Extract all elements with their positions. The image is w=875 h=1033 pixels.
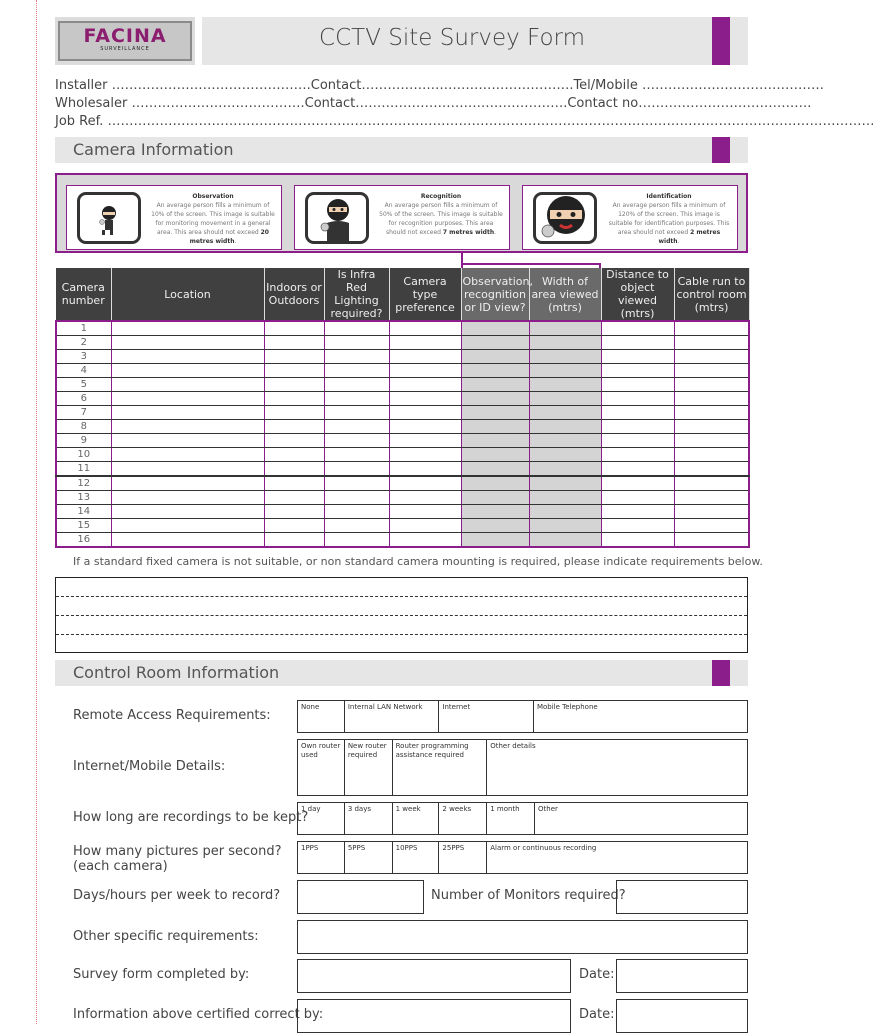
- certified-date-input[interactable]: [616, 999, 748, 1033]
- table-cell[interactable]: [264, 321, 324, 336]
- table-cell[interactable]: [324, 321, 389, 336]
- section-accent: [712, 137, 730, 163]
- table-cell[interactable]: [674, 533, 749, 548]
- recordings-label: How long are recordings to be kept?: [73, 810, 309, 825]
- monitors-label: Number of Monitors required?: [431, 888, 626, 903]
- option-lan[interactable]: Internal LAN Network: [345, 701, 440, 732]
- observation-card: [66, 185, 282, 250]
- col-cable-run: Cable run to control room (mtrs): [674, 268, 749, 321]
- table-cell[interactable]: [461, 519, 529, 533]
- table-cell[interactable]: [529, 462, 601, 477]
- table-cell[interactable]: [674, 476, 749, 491]
- table-cell[interactable]: [601, 476, 674, 491]
- table-cell[interactable]: [461, 350, 529, 364]
- option-mobile[interactable]: Mobile Telephone: [536, 703, 598, 711]
- col-indoors-outdoors: Indoors or Outdoors: [264, 268, 324, 321]
- camera-number-cell: 9: [56, 434, 111, 448]
- table-cell[interactable]: [674, 448, 749, 462]
- col-view-type: Observation, recognition or ID view?: [461, 268, 529, 321]
- table-row: [56, 336, 749, 350]
- col-camera-number: Camera number: [56, 268, 111, 321]
- completed-by-label: Survey form completed by:: [73, 967, 250, 982]
- table-cell[interactable]: [389, 420, 461, 434]
- table-cell[interactable]: [264, 378, 324, 392]
- control-section-title: Control Room Information: [73, 663, 280, 682]
- table-cell[interactable]: [529, 336, 601, 350]
- table-cell[interactable]: [674, 491, 749, 505]
- table-row: [56, 505, 749, 519]
- installer-contact-line[interactable]: Installer ……………………………………….Contact………………………………………….Tel/Mobile ……………………………………: [55, 78, 824, 93]
- table-row: [56, 364, 749, 378]
- option-25pps[interactable]: 25PPS: [439, 842, 487, 873]
- table-cell[interactable]: [601, 448, 674, 462]
- table-cell[interactable]: [389, 491, 461, 505]
- table-cell[interactable]: [674, 519, 749, 533]
- table-cell[interactable]: [389, 434, 461, 448]
- option-own-router[interactable]: Own router used: [298, 740, 345, 795]
- table-cell[interactable]: [389, 336, 461, 350]
- table-cell[interactable]: [264, 434, 324, 448]
- table-cell[interactable]: [529, 350, 601, 364]
- option-10pps[interactable]: 10PPS: [393, 842, 440, 873]
- table-cell[interactable]: [111, 350, 264, 364]
- table-row: [56, 462, 749, 477]
- table-cell[interactable]: [111, 505, 264, 519]
- table-cell[interactable]: [264, 533, 324, 548]
- table-cell[interactable]: [111, 321, 264, 336]
- days-hours-label: Days/hours per week to record?: [73, 888, 281, 903]
- table-cell[interactable]: [111, 420, 264, 434]
- table-cell[interactable]: [111, 491, 264, 505]
- table-cell[interactable]: [674, 378, 749, 392]
- table-row: [56, 533, 749, 548]
- table-cell[interactable]: [264, 336, 324, 350]
- note-line: [56, 634, 747, 635]
- camera-section-header: [55, 137, 748, 163]
- camera-number-cell: 15: [56, 519, 111, 533]
- table-cell[interactable]: [264, 491, 324, 505]
- table-cell[interactable]: [389, 476, 461, 491]
- table-cell[interactable]: [461, 336, 529, 350]
- table-cell[interactable]: [389, 505, 461, 519]
- completed-date-input[interactable]: [616, 959, 748, 993]
- table-cell[interactable]: [674, 420, 749, 434]
- burglar-icon: [77, 192, 141, 244]
- view-types-panel: [55, 173, 748, 253]
- table-cell[interactable]: [601, 392, 674, 406]
- certified-by-input[interactable]: [297, 999, 571, 1033]
- option-other-details[interactable]: Other details: [490, 742, 536, 750]
- col-distance: Distance to object viewed (mtrs): [601, 268, 674, 321]
- option-none[interactable]: None: [298, 701, 345, 732]
- mounting-note: If a standard fixed camera is not suitable, or non standard camera mounting is required, please indicate requirements below.: [73, 555, 763, 568]
- camera-number-cell: 11: [56, 462, 111, 477]
- table-cell[interactable]: [264, 448, 324, 462]
- camera-number-cell: 10: [56, 448, 111, 462]
- table-cell[interactable]: [111, 406, 264, 420]
- table-cell[interactable]: [529, 519, 601, 533]
- table-cell[interactable]: [461, 364, 529, 378]
- recognition-text: Recognition An average person fills a minimum of 50% of the screen. This image is suitable for recognition purposes. This area should not exceed 7 metres width.: [379, 193, 503, 236]
- col-camera-type: Camera type preference: [389, 268, 461, 321]
- recognition-card: [294, 185, 510, 250]
- table-cell[interactable]: [111, 364, 264, 378]
- internet-mobile-options: [297, 739, 748, 796]
- table-cell[interactable]: [111, 448, 264, 462]
- table-cell[interactable]: [461, 434, 529, 448]
- table-cell[interactable]: [389, 350, 461, 364]
- date-label: Date:: [579, 1007, 615, 1022]
- table-cell[interactable]: [324, 519, 389, 533]
- camera-number-cell: 13: [56, 491, 111, 505]
- table-cell[interactable]: [264, 505, 324, 519]
- table-cell[interactable]: [111, 533, 264, 548]
- camera-table: [55, 268, 750, 548]
- pictures-label: How many pictures per second? (each camera): [73, 844, 282, 874]
- table-cell[interactable]: [461, 392, 529, 406]
- table-cell[interactable]: [461, 533, 529, 548]
- camera-number-cell: 16: [56, 533, 111, 548]
- table-cell[interactable]: [461, 491, 529, 505]
- wholesaler-contact-line[interactable]: Wholesaler ………………………………….Contact………………………………………….Contact no………………………………….: [55, 96, 812, 111]
- table-row: [56, 321, 749, 336]
- other-requirements-input[interactable]: [297, 920, 748, 954]
- table-cell[interactable]: [264, 364, 324, 378]
- table-cell[interactable]: [461, 378, 529, 392]
- pictures-options: [297, 841, 748, 874]
- camera-number-cell: 7: [56, 406, 111, 420]
- table-cell[interactable]: [324, 491, 389, 505]
- table-cell[interactable]: [529, 420, 601, 434]
- table-cell[interactable]: [461, 476, 529, 491]
- logo-subtext: SURVEILLANCE: [100, 46, 150, 52]
- table-cell[interactable]: [601, 364, 674, 378]
- camera-number-cell: 4: [56, 364, 111, 378]
- table-cell[interactable]: [674, 364, 749, 378]
- option-1-week[interactable]: 1 week: [393, 803, 440, 834]
- table-cell[interactable]: [529, 533, 601, 548]
- table-cell[interactable]: [324, 336, 389, 350]
- table-row: [56, 406, 749, 420]
- mounting-requirements-box[interactable]: [55, 577, 748, 653]
- table-cell[interactable]: [674, 462, 749, 477]
- table-cell[interactable]: [324, 434, 389, 448]
- internet-mobile-label: Internet/Mobile Details:: [73, 759, 226, 774]
- table-cell[interactable]: [674, 392, 749, 406]
- col-width-area: Width of area viewed (mtrs): [529, 268, 601, 321]
- table-cell[interactable]: [601, 350, 674, 364]
- title-accent: [712, 17, 730, 65]
- option-internet[interactable]: Internet: [439, 701, 534, 732]
- table-cell[interactable]: [674, 321, 749, 336]
- note-line: [56, 596, 747, 597]
- job-ref-line[interactable]: Job Ref. ……………………………………………………………………………………………………………………………………………………………: [55, 114, 875, 129]
- table-cell[interactable]: [111, 462, 264, 477]
- logo-text: FACINA: [83, 25, 167, 47]
- burglar-icon: [533, 192, 597, 244]
- table-cell[interactable]: [674, 336, 749, 350]
- table-cell[interactable]: [601, 491, 674, 505]
- table-cell[interactable]: [389, 448, 461, 462]
- connector-line: [461, 253, 463, 269]
- table-row: [56, 392, 749, 406]
- table-cell[interactable]: [264, 420, 324, 434]
- days-hours-input[interactable]: [297, 880, 424, 914]
- table-cell[interactable]: [324, 462, 389, 477]
- identification-card: [522, 185, 738, 250]
- table-cell[interactable]: [324, 420, 389, 434]
- option-1pps[interactable]: 1PPS: [298, 842, 345, 873]
- table-row: [56, 420, 749, 434]
- margin-line: [36, 0, 37, 1024]
- table-cell[interactable]: [601, 378, 674, 392]
- table-cell[interactable]: [601, 406, 674, 420]
- table-cell[interactable]: [264, 476, 324, 491]
- table-cell[interactable]: [529, 406, 601, 420]
- table-cell[interactable]: [529, 378, 601, 392]
- option-1-month[interactable]: 1 month: [487, 803, 535, 834]
- table-cell[interactable]: [324, 378, 389, 392]
- table-row: [56, 476, 749, 491]
- camera-number-cell: 12: [56, 476, 111, 491]
- table-cell[interactable]: [601, 533, 674, 548]
- table-cell[interactable]: [529, 434, 601, 448]
- camera-number-cell: 3: [56, 350, 111, 364]
- table-cell[interactable]: [324, 350, 389, 364]
- table-row: [56, 434, 749, 448]
- option-3-days[interactable]: 3 days: [345, 803, 393, 834]
- table-cell[interactable]: [324, 533, 389, 548]
- table-cell[interactable]: [601, 519, 674, 533]
- camera-number-cell: 8: [56, 420, 111, 434]
- col-infra-red: Is Infra Red Lighting required?: [324, 268, 389, 321]
- table-cell[interactable]: [674, 406, 749, 420]
- table-cell[interactable]: [264, 406, 324, 420]
- table-cell[interactable]: [601, 505, 674, 519]
- camera-number-cell: 5: [56, 378, 111, 392]
- certified-by-label: Information above certified correct by:: [73, 1007, 324, 1022]
- completed-by-input[interactable]: [297, 959, 571, 993]
- table-row: [56, 491, 749, 505]
- table-row: [56, 378, 749, 392]
- table-cell[interactable]: [601, 321, 674, 336]
- table-row: [56, 519, 749, 533]
- table-cell[interactable]: [389, 392, 461, 406]
- recordings-options: [297, 802, 748, 835]
- connector-line: [461, 263, 601, 265]
- table-cell[interactable]: [389, 364, 461, 378]
- table-cell[interactable]: [601, 420, 674, 434]
- table-cell[interactable]: [529, 364, 601, 378]
- logo: [55, 17, 195, 65]
- option-1-day[interactable]: 1 day: [298, 803, 345, 834]
- table-row: [56, 448, 749, 462]
- table-row: [56, 350, 749, 364]
- other-requirements-label: Other specific requirements:: [73, 929, 259, 944]
- table-cell[interactable]: [324, 364, 389, 378]
- table-cell[interactable]: [529, 448, 601, 462]
- option-5pps[interactable]: 5PPS: [345, 842, 393, 873]
- option-new-router[interactable]: New router required: [345, 740, 393, 795]
- camera-number-cell: 14: [56, 505, 111, 519]
- note-line: [56, 615, 747, 616]
- table-cell[interactable]: [324, 448, 389, 462]
- table-cell[interactable]: [111, 336, 264, 350]
- table-cell[interactable]: [111, 476, 264, 491]
- camera-number-cell: 6: [56, 392, 111, 406]
- camera-section-title: Camera Information: [73, 140, 234, 159]
- table-cell[interactable]: [111, 392, 264, 406]
- monitors-input[interactable]: [616, 880, 748, 914]
- table-cell[interactable]: [389, 378, 461, 392]
- control-section-header: [55, 660, 748, 686]
- table-cell[interactable]: [389, 462, 461, 477]
- observation-text: Observation An average person fills a minimum of 10% of the screen. This image is suitable for monitoring movement in a general area. This area should not exceed 20 metres width.: [151, 193, 275, 245]
- table-cell[interactable]: [461, 462, 529, 477]
- section-accent: [712, 660, 730, 686]
- remote-access-options: [297, 700, 748, 733]
- col-location: Location: [111, 268, 264, 321]
- table-cell[interactable]: [674, 505, 749, 519]
- table-cell[interactable]: [264, 392, 324, 406]
- option-other[interactable]: Other: [538, 805, 558, 813]
- table-cell[interactable]: [461, 448, 529, 462]
- option-alarm-continuous[interactable]: Alarm or continuous recording: [490, 844, 597, 852]
- table-cell[interactable]: [529, 491, 601, 505]
- option-2-weeks[interactable]: 2 weeks: [439, 803, 487, 834]
- table-cell[interactable]: [529, 392, 601, 406]
- table-cell[interactable]: [461, 321, 529, 336]
- table-cell[interactable]: [674, 350, 749, 364]
- table-cell[interactable]: [461, 420, 529, 434]
- identification-text: Identification An average person fills a minimum of 120% of the screen. This image is suitable for identification purposes. This area should not exceed 2 metres width.: [608, 193, 730, 245]
- table-cell[interactable]: [324, 406, 389, 420]
- table-cell[interactable]: [324, 392, 389, 406]
- table-cell[interactable]: [601, 462, 674, 477]
- table-cell[interactable]: [389, 533, 461, 548]
- table-cell[interactable]: [264, 350, 324, 364]
- table-cell[interactable]: [461, 406, 529, 420]
- table-cell[interactable]: [601, 336, 674, 350]
- table-cell[interactable]: [461, 505, 529, 519]
- camera-number-cell: 1: [56, 321, 111, 336]
- table-cell[interactable]: [389, 406, 461, 420]
- table-cell[interactable]: [324, 476, 389, 491]
- remote-access-label: Remote Access Requirements:: [73, 708, 271, 723]
- title-bar: [202, 17, 748, 65]
- option-router-programming[interactable]: Router programming assistance required: [393, 740, 488, 795]
- date-label: Date:: [579, 967, 615, 982]
- table-cell[interactable]: [529, 321, 601, 336]
- table-cell[interactable]: [324, 505, 389, 519]
- table-cell[interactable]: [264, 462, 324, 477]
- table-cell[interactable]: [529, 505, 601, 519]
- page-title: CCTV Site Survey Form: [319, 25, 585, 51]
- table-cell[interactable]: [389, 519, 461, 533]
- table-cell[interactable]: [674, 434, 749, 448]
- camera-number-cell: 2: [56, 336, 111, 350]
- table-cell[interactable]: [601, 434, 674, 448]
- table-cell[interactable]: [529, 476, 601, 491]
- burglar-icon: [305, 192, 369, 244]
- table-cell[interactable]: [111, 519, 264, 533]
- table-cell[interactable]: [111, 434, 264, 448]
- table-cell[interactable]: [111, 378, 264, 392]
- table-cell[interactable]: [389, 321, 461, 336]
- table-cell[interactable]: [264, 519, 324, 533]
